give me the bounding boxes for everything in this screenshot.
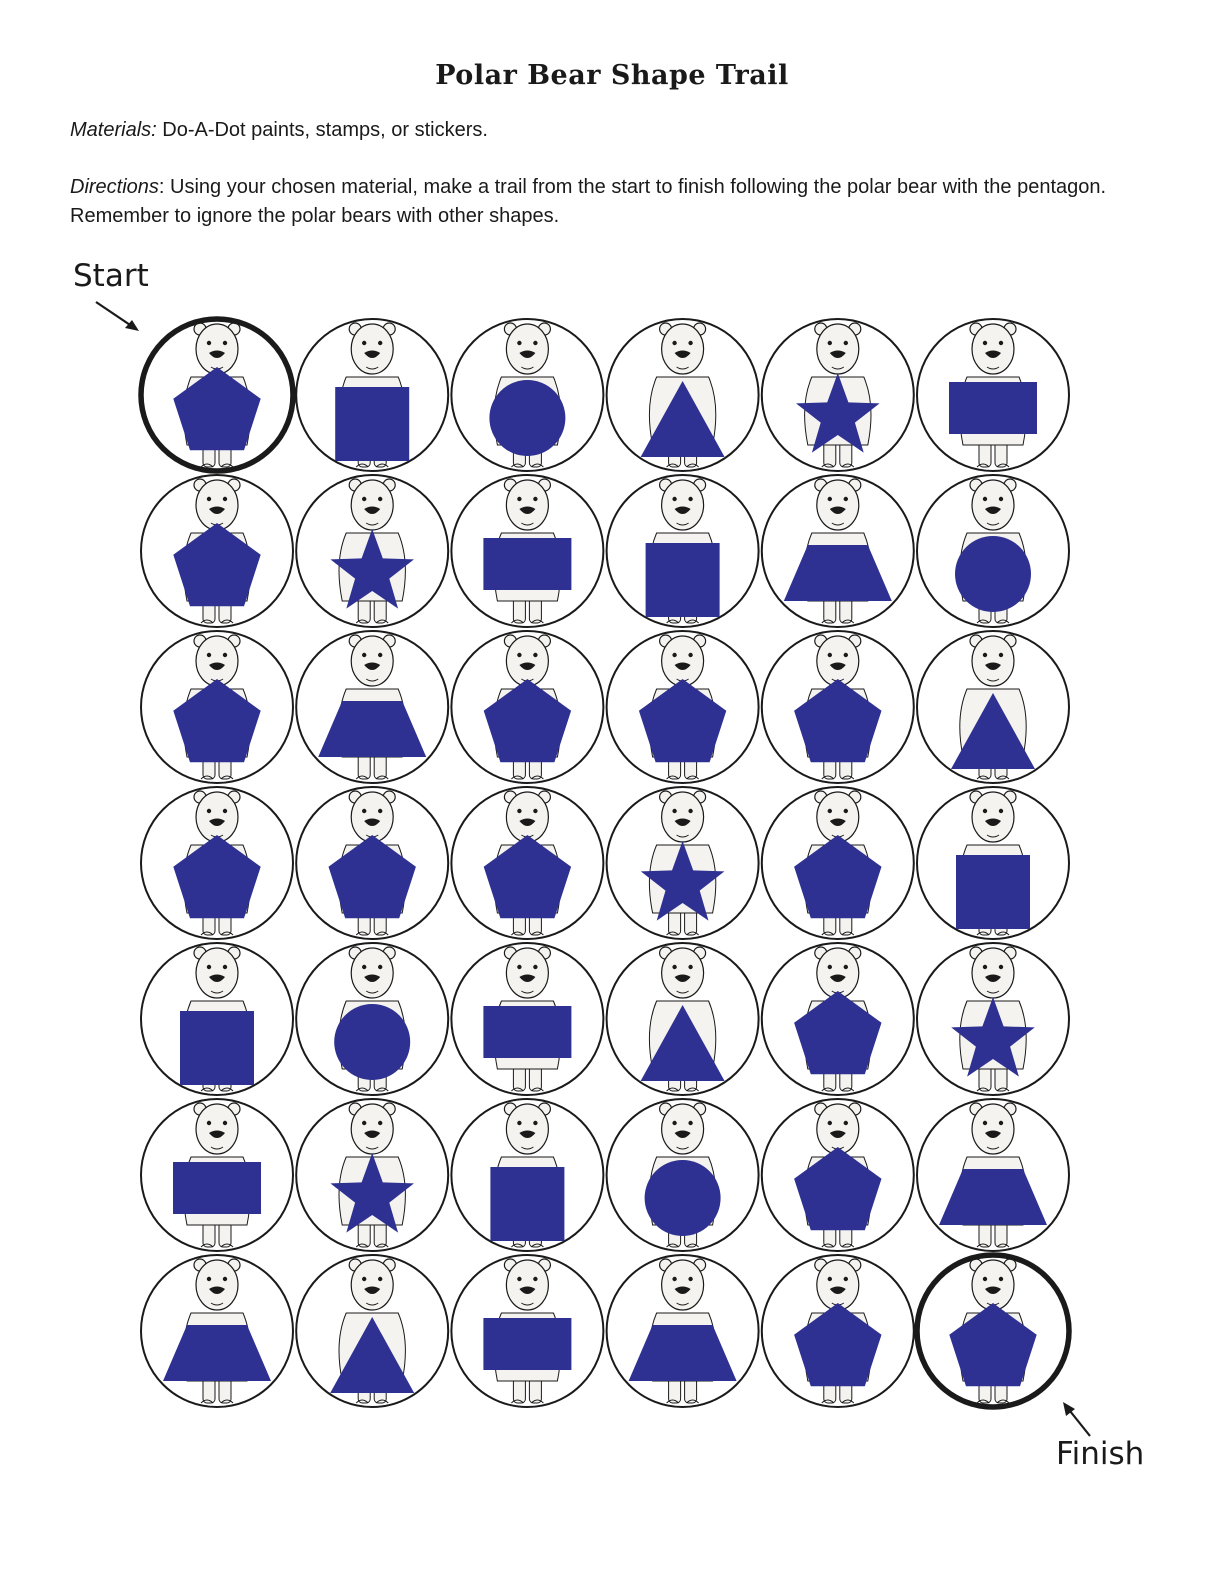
bear-cell[interactable] [141, 475, 293, 627]
bear-cell[interactable] [917, 475, 1069, 627]
bear-cell[interactable] [762, 631, 914, 783]
bear-cell[interactable] [762, 943, 914, 1095]
square-shape [180, 1011, 254, 1085]
bear-cell[interactable] [762, 319, 914, 471]
bear-cell[interactable] [296, 1099, 448, 1251]
bear-cell[interactable] [141, 1255, 293, 1407]
bear-cell[interactable] [607, 1099, 759, 1251]
bear-cell[interactable] [451, 631, 603, 783]
bear-cell[interactable] [451, 1255, 603, 1407]
page-title: Polar Bear Shape Trail [435, 60, 789, 91]
square-shape [956, 855, 1030, 929]
bear-cell[interactable] [451, 1099, 603, 1251]
bear-cell[interactable] [607, 943, 759, 1095]
materials-label: Materials: [70, 119, 157, 141]
bear-cell[interactable] [607, 631, 759, 783]
bear-cell[interactable] [607, 1255, 759, 1407]
bear-cell[interactable] [141, 631, 293, 783]
bear-cell[interactable] [451, 319, 603, 471]
bear-cell[interactable] [141, 943, 293, 1095]
bear-cell[interactable] [762, 1255, 914, 1407]
finish-label: Finish [1056, 1436, 1145, 1472]
circle-shape [645, 1160, 721, 1236]
rectangle-shape [483, 1006, 571, 1058]
bear-cell[interactable] [296, 943, 448, 1095]
bear-cell[interactable] [917, 631, 1069, 783]
bear-cell[interactable] [607, 319, 759, 471]
circle-shape [489, 380, 565, 456]
bear-cell[interactable] [917, 787, 1069, 939]
bear-cell[interactable] [296, 787, 448, 939]
rectangle-shape [483, 1318, 571, 1370]
rectangle-shape [173, 1162, 261, 1214]
bear-cell[interactable] [607, 787, 759, 939]
start-label: Start [73, 258, 149, 294]
square-shape [490, 1167, 564, 1241]
bear-cell[interactable] [451, 787, 603, 939]
circle-shape [955, 536, 1031, 612]
bear-cell[interactable] [762, 787, 914, 939]
square-shape [335, 387, 409, 461]
bear-cell[interactable] [296, 1255, 448, 1407]
rectangle-shape [949, 382, 1037, 434]
bear-cell[interactable] [917, 1255, 1069, 1407]
bear-cell[interactable] [141, 787, 293, 939]
bear-cell[interactable] [451, 475, 603, 627]
rectangle-shape [483, 538, 571, 590]
bear-cell[interactable] [607, 475, 759, 627]
bear-cell[interactable] [917, 943, 1069, 1095]
square-shape [646, 543, 720, 617]
circle-shape [334, 1004, 410, 1080]
bear-cell[interactable] [296, 319, 448, 471]
bear-cell[interactable] [141, 319, 293, 471]
materials-body: Do-A-Dot paints, stamps, or stickers. [156, 119, 488, 141]
directions-label: Directions [70, 176, 159, 198]
bear-cell[interactable] [141, 1099, 293, 1251]
directions-body: : Using your chosen material, make a trail from the start to finish following the polar bear with the pentagon. Remember to ignore the polar bears with other shapes. [70, 176, 1107, 227]
bear-cell[interactable] [296, 475, 448, 627]
bear-cell[interactable] [451, 943, 603, 1095]
bear-cell[interactable] [917, 1099, 1069, 1251]
bear-cell[interactable] [762, 1099, 914, 1251]
bear-cell[interactable] [296, 631, 448, 783]
bear-cell[interactable] [917, 319, 1069, 471]
bear-cell[interactable] [762, 475, 914, 627]
